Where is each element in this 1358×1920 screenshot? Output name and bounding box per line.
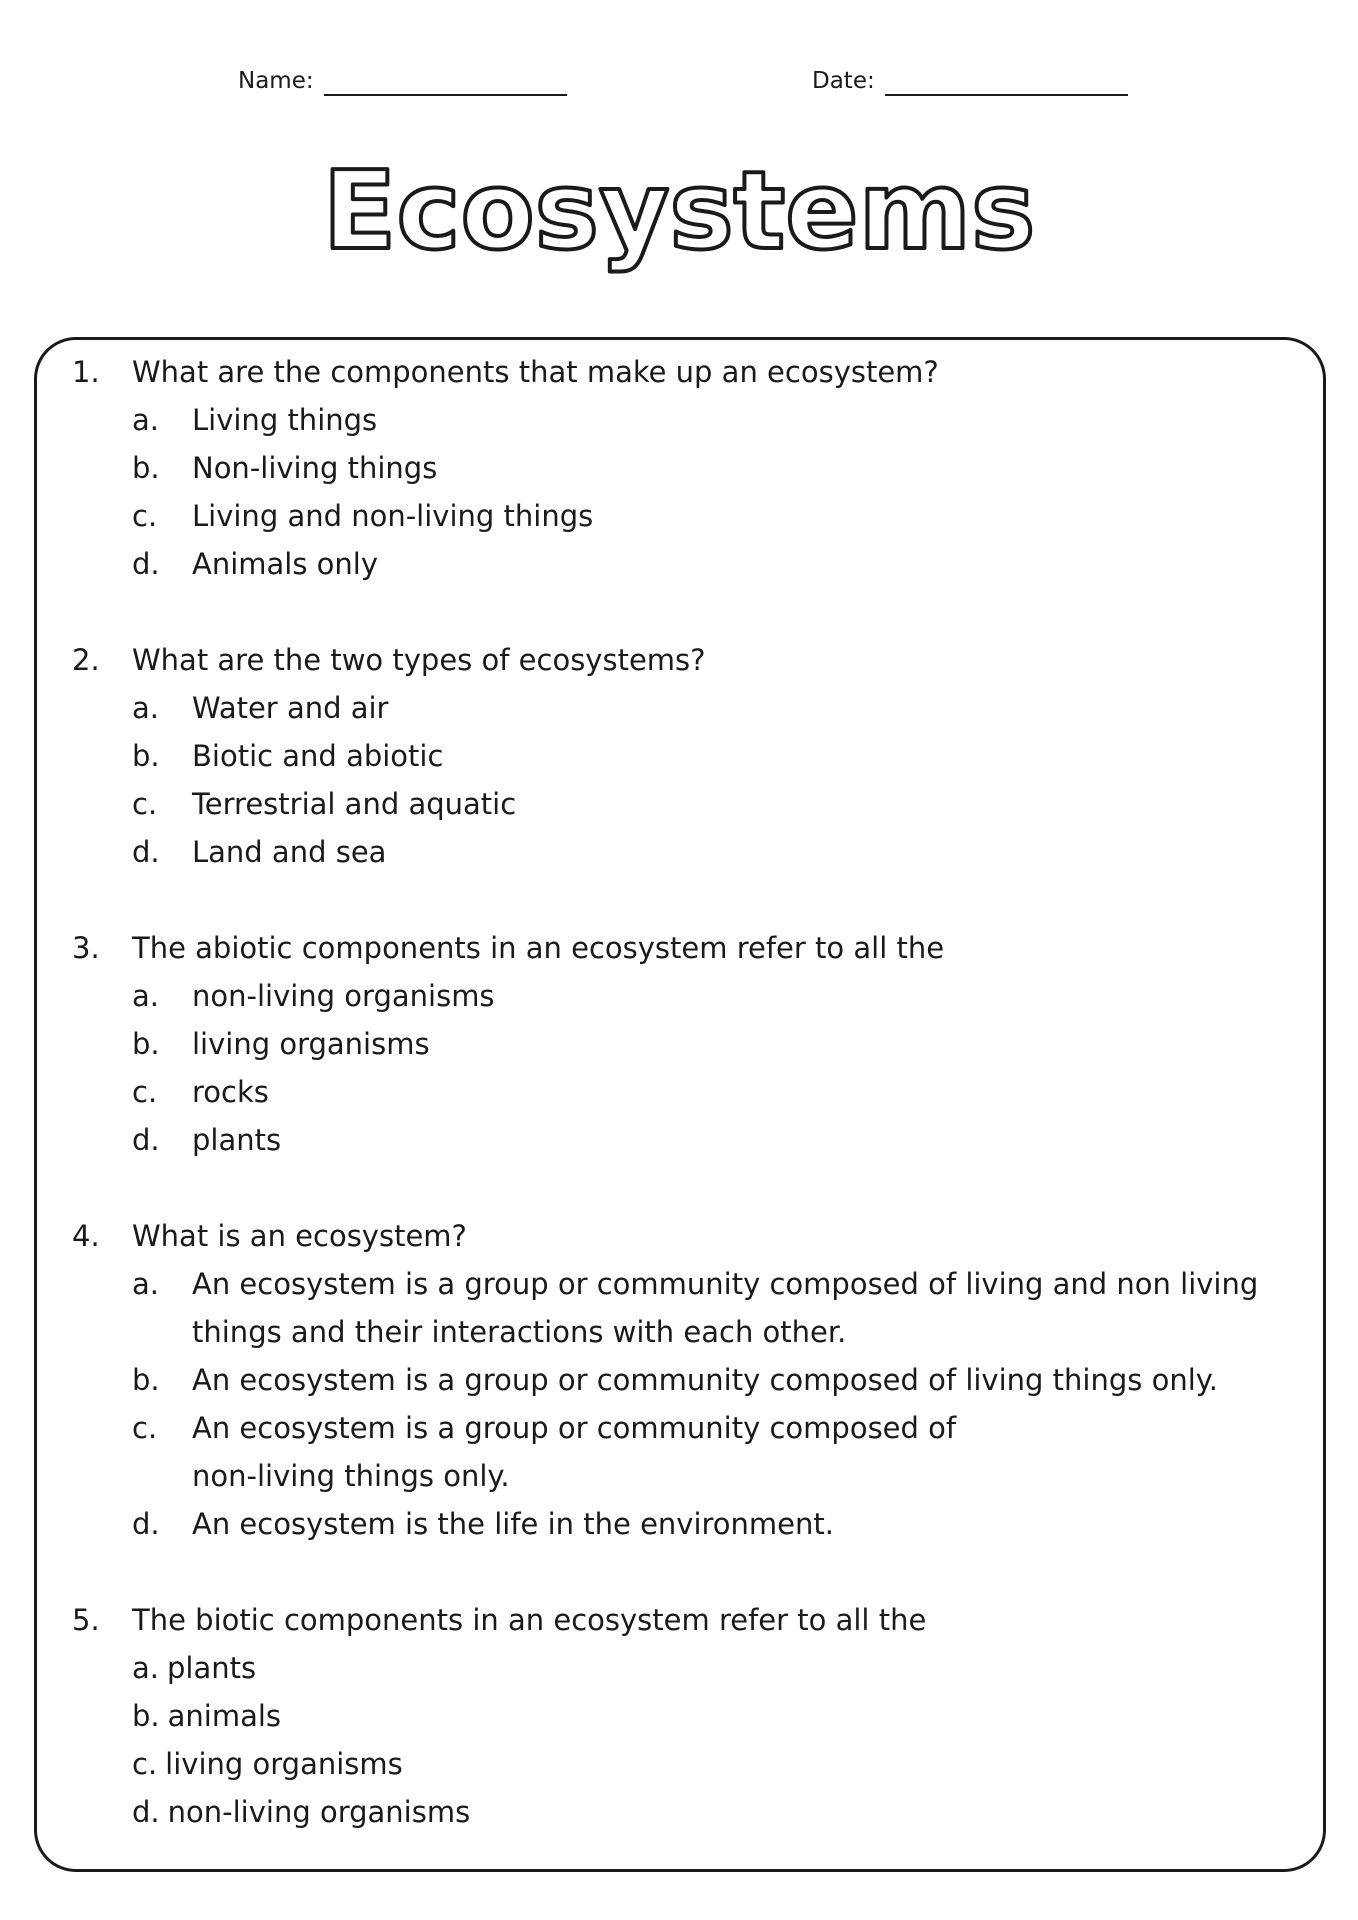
option-text: Water and air	[192, 691, 389, 725]
option-text-line-2: non-living things only.	[192, 1459, 510, 1493]
option-letter: d.	[132, 1123, 160, 1157]
option-letter: b.	[132, 451, 160, 485]
option-b[interactable]	[72, 1020, 1302, 1068]
question-number: 3.	[72, 931, 100, 965]
option-letter: c.	[132, 787, 158, 821]
question-text: The abiotic components in an ecosystem refer to all the	[132, 931, 945, 965]
option-letter: c.	[132, 1747, 158, 1781]
question-stem	[72, 1596, 1302, 1644]
date-blank-line[interactable]	[885, 72, 1128, 96]
option-text: non-living organisms	[192, 979, 495, 1013]
option-d[interactable]	[72, 828, 1302, 876]
option-text: plants	[192, 1123, 282, 1157]
option-c[interactable]	[72, 1404, 1302, 1500]
page-title	[0, 128, 1358, 308]
option-text: animals	[167, 1699, 282, 1733]
question-stem	[72, 636, 1302, 684]
name-label: Name:	[238, 68, 314, 94]
question-2	[72, 636, 1302, 876]
question-1	[72, 348, 1302, 588]
option-letter: d.	[132, 1795, 160, 1829]
option-list	[72, 1644, 1302, 1836]
page-title-text: Ecosystems	[322, 149, 1036, 274]
option-letter: b.	[132, 739, 160, 773]
option-a[interactable]	[72, 1644, 1302, 1692]
option-text: Animals only	[192, 547, 379, 581]
option-letter: d.	[132, 547, 160, 581]
option-letter: b.	[132, 1699, 160, 1733]
question-stem	[72, 1212, 1302, 1260]
option-d[interactable]	[72, 1116, 1302, 1164]
option-list	[72, 396, 1302, 588]
option-d[interactable]	[72, 1500, 1302, 1548]
option-list	[72, 684, 1302, 876]
option-letter: d.	[132, 835, 160, 869]
option-text: Terrestrial and aquatic	[192, 787, 517, 821]
option-text-line-1: An ecosystem is a group or community composed of living and non living	[192, 1267, 1259, 1301]
option-text: An ecosystem is the life in the environment.	[192, 1507, 834, 1541]
option-letter: b.	[132, 1363, 160, 1397]
question-list	[72, 348, 1302, 1884]
option-a[interactable]	[72, 972, 1302, 1020]
option-text: plants	[167, 1651, 257, 1685]
option-b[interactable]	[72, 1356, 1302, 1404]
question-stem	[72, 348, 1302, 396]
option-b[interactable]	[72, 1692, 1302, 1740]
question-text: What are the two types of ecosystems?	[132, 643, 706, 677]
option-text: An ecosystem is a group or community composed of living things only.	[192, 1363, 1219, 1397]
option-c[interactable]	[72, 1068, 1302, 1116]
option-letter: b.	[132, 1027, 160, 1061]
option-d[interactable]	[72, 540, 1302, 588]
option-letter: a.	[132, 979, 159, 1013]
option-text: non-living organisms	[167, 1795, 471, 1829]
option-a[interactable]	[72, 1260, 1302, 1356]
option-d[interactable]	[72, 1788, 1302, 1836]
option-text: living organisms	[165, 1747, 403, 1781]
option-list	[72, 1260, 1302, 1548]
option-text: living organisms	[192, 1027, 430, 1061]
option-letter: d.	[132, 1507, 160, 1541]
option-text: rocks	[192, 1075, 269, 1109]
option-list	[72, 972, 1302, 1164]
date-label: Date:	[812, 68, 875, 94]
option-letter: c.	[132, 499, 158, 533]
name-blank-line[interactable]	[324, 72, 567, 96]
option-a[interactable]	[72, 396, 1302, 444]
question-4	[72, 1212, 1302, 1548]
option-c[interactable]	[72, 1740, 1302, 1788]
option-letter: a.	[132, 403, 159, 437]
question-3	[72, 924, 1302, 1164]
option-text: Living things	[192, 403, 378, 437]
question-stem	[72, 924, 1302, 972]
option-b[interactable]	[72, 444, 1302, 492]
question-5	[72, 1596, 1302, 1836]
question-text: What are the components that make up an ecosystem?	[132, 355, 939, 389]
name-field[interactable]	[238, 66, 567, 96]
question-number: 2.	[72, 643, 100, 677]
question-number: 1.	[72, 355, 100, 389]
question-text: The biotic components in an ecosystem refer to all the	[132, 1603, 927, 1637]
option-letter: c.	[132, 1411, 158, 1445]
option-letter: a.	[132, 1651, 159, 1685]
option-a[interactable]	[72, 684, 1302, 732]
question-number: 4.	[72, 1219, 100, 1253]
option-letter: c.	[132, 1075, 158, 1109]
option-b[interactable]	[72, 732, 1302, 780]
option-text: Non-living things	[192, 451, 438, 485]
option-text-line-1: An ecosystem is a group or community composed of	[192, 1411, 957, 1445]
option-text: Living and non-living things	[192, 499, 594, 533]
option-text: Land and sea	[192, 835, 387, 869]
option-text: Biotic and abiotic	[192, 739, 444, 773]
option-letter: a.	[132, 1267, 159, 1301]
option-c[interactable]	[72, 492, 1302, 540]
question-number: 5.	[72, 1603, 100, 1637]
date-field[interactable]	[812, 66, 1128, 96]
option-c[interactable]	[72, 780, 1302, 828]
option-text-line-2: things and their interactions with each other.	[192, 1315, 847, 1349]
question-text: What is an ecosystem?	[132, 1219, 467, 1253]
option-letter: a.	[132, 691, 159, 725]
